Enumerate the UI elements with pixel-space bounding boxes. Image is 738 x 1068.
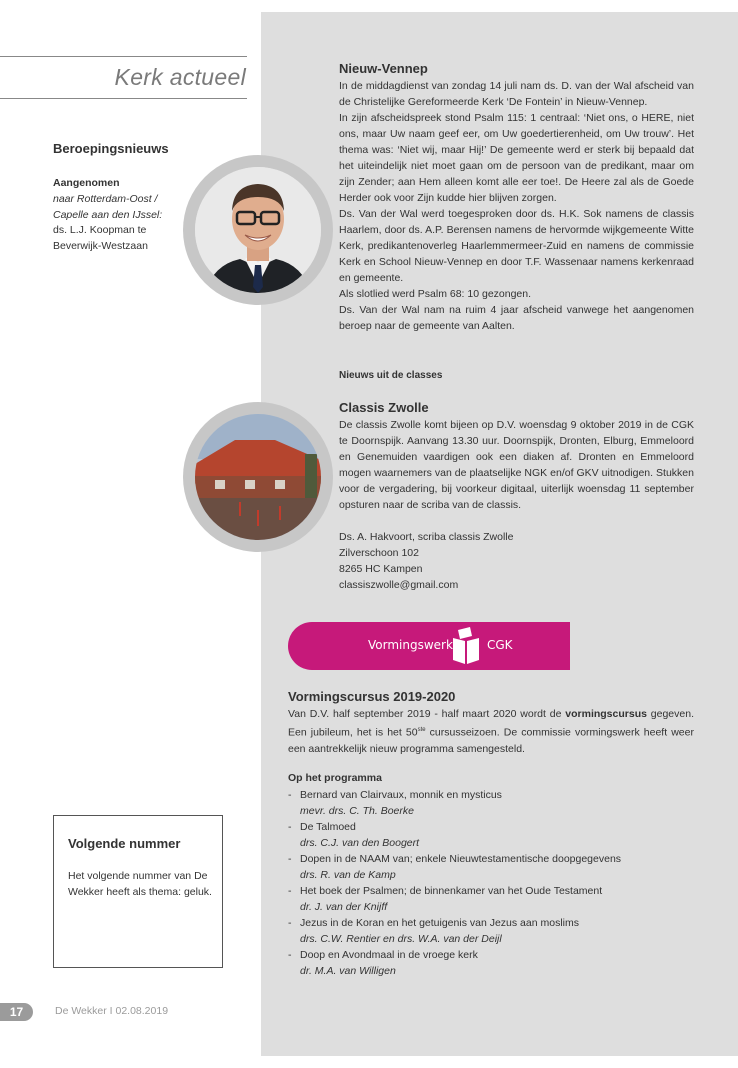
contact-name: Ds. A. Hakvoort, scriba classis Zwolle	[339, 531, 514, 543]
intro-bold: vormingscursus	[565, 708, 647, 720]
paragraph: Ds. Van der Wal werd toegesproken door ds. H.K. Sok namens de classis Haarlem, door ds. A.P. Berensen namens de hervormde wijkgemeente Witte Kerk, predikantenoverleg Haarlemmermeer-Zuid en namens de commissie Kerk en School Nieuw-Vennep en door T.F. Wassenaar namens kerkenraad en gemeente.	[339, 208, 694, 284]
page-number: 17	[0, 1003, 33, 1021]
program-heading: Op het programma	[288, 772, 382, 784]
article-title-classis-zwolle: Classis Zwolle	[339, 400, 429, 415]
program-topic: Bernard van Clairvaux, monnik en mysticus	[300, 789, 502, 801]
vormingswerk-banner	[288, 622, 570, 670]
section-title: Kerk actueel	[114, 64, 246, 90]
church-image	[195, 414, 321, 540]
call-minister: ds. L.J. Koopman te	[53, 224, 147, 237]
program-speaker: drs. C.W. Rentier en drs. W.A. van der Deijl	[300, 933, 502, 945]
call-status: Aangenomen	[53, 177, 120, 189]
vormingscursus-intro	[288, 706, 694, 757]
program-item: - Dopen in de NAAM van; enkele Nieuwtestamentische doopgegevens drs. R. van de Kamp	[288, 851, 694, 883]
book-logo-icon	[450, 626, 482, 666]
program-topic: Het boek der Psalmen; de binnenkamer van het Oude Testament	[300, 885, 603, 897]
footer-publication: De Wekker I 02.08.2019	[55, 1005, 169, 1017]
contact-email: classiszwolle@gmail.com	[339, 579, 459, 591]
program-item: - Het boek der Psalmen; de binnenkamer van het Oude Testament dr. J. van der Knijff	[288, 883, 694, 915]
program-topic: Doop en Avondmaal in de vroege kerk	[300, 949, 478, 961]
header-rule-top	[0, 56, 247, 57]
program-list	[288, 787, 694, 979]
program-speaker: dr. J. van der Knijff	[300, 901, 388, 913]
intro-text: gegeven. Een jubileum, het is het 50	[288, 708, 694, 739]
intro-text: Van D.V. half september 2019 - half maart 2020 wordt de	[288, 708, 566, 720]
banner-text-left: Vormingswerk	[368, 638, 453, 652]
contact-postcode: 8265 HC Kampen	[339, 563, 423, 575]
paragraph: In de middagdienst van zondag 14 juli nam ds. D. van der Wal afscheid van de Christelijke Gereformeerde Kerk ‘De Fontein’ in Nieuw-Vennep.	[339, 80, 694, 108]
program-item: - Jezus in de Koran en het getuigenis van Jezus aan moslims drs. C.W. Rentier en drs. W.A. van der Deijl	[288, 915, 694, 947]
program-speaker: dr. M.A. van Willigen	[300, 965, 396, 977]
header-rule-bottom	[0, 98, 247, 99]
program-item: - De Talmoed drs. C.J. van den Boogert	[288, 819, 694, 851]
program-speaker: drs. R. van de Kamp	[300, 869, 396, 881]
call-from: naar Rotterdam-Oost /	[53, 192, 158, 205]
call-news	[53, 176, 193, 255]
intro-text: cursusseizoen. De commissie vormingswerk heeft weer een aantrekkelijk nieuw programma samengesteld.	[288, 726, 694, 755]
article-title-nieuw-vennep: Nieuw-Vennep	[339, 61, 428, 76]
program-topic: Jezus in de Koran en het getuigenis van Jezus aan moslims	[300, 917, 579, 929]
program-item: - Bernard van Clairvaux, monnik en mysticus mevr. drs. C. Th. Boerke	[288, 787, 694, 819]
portrait-image	[195, 167, 321, 293]
call-from-2: Capelle aan den IJssel:	[53, 208, 163, 221]
program-topic: Dopen in de NAAM van; enkele Nieuwtestamentische doopgegevens	[300, 853, 622, 865]
church-photo	[183, 402, 333, 552]
program-speaker: mevr. drs. C. Th. Boerke	[300, 805, 414, 817]
next-issue-box	[53, 815, 223, 968]
program-item: - Doop en Avondmaal in de vroege kerk dr. M.A. van Willigen	[288, 947, 694, 979]
next-issue-heading: Volgende nummer	[68, 836, 181, 851]
call-minister-place: Beverwijk-Westzaan	[53, 240, 148, 253]
intro-superscript: ste	[417, 727, 426, 733]
article-body-classis-zwolle: De classis Zwolle komt bijeen op D.V. woensdag 9 oktober 2019 in de CGK te Doornspijk. Aanvang 13.30 uur. Doornspijk, Dronten, Elburg, Emmeloord en Genemuiden vaardigen ook een diaken af. Dronten en Emmeloord mogen waarnemers van de plaatselijke NGK en/of GKV uitnodigen. Stukken voor de vergadering, bij voorkeur digitaal, uiterlijk woensdag 11 september opsturen naar de scriba van de classis.	[339, 419, 694, 511]
sidebar-heading: Beroepingsnieuws	[53, 141, 169, 156]
contact-block	[339, 529, 694, 593]
program-speaker: drs. C.J. van den Boogert	[300, 837, 420, 849]
program-topic: De Talmoed	[300, 821, 356, 833]
paragraph: Ds. Van der Wal nam na ruim 4 jaar afscheid vanwege het aangenomen beroep naar de gemeente van Aalten.	[339, 304, 694, 332]
next-issue-text: Het volgende nummer van De Wekker heeft als thema: geluk.	[68, 870, 212, 898]
paragraph: In zijn afscheidspreek stond Psalm 115: 1 centraal: ‘Niet ons, o HERE, niet ons, maar Uw naam geef eer, om Uw goedertierenheid, om Uw trouw’. Het thema was: ‘Niet wij, maar Hij!’ De gemeente werd er sterk bij bepaald dat het uiteindelijk niet moet gaan om de persoon van de predikant, maar om zijn Zender; aan Hem alleen komt alle eer toe!. De Heere zal als de Goede Herder ook voor Zijn kudde hier blijven zorgen.	[339, 112, 694, 204]
portrait-photo	[183, 155, 333, 305]
article-body-nieuw-vennep	[339, 78, 694, 334]
paragraph: Als slotlied werd Psalm 68: 10 gezongen.	[339, 288, 532, 300]
classes-section-label: Nieuws uit de classes	[339, 370, 443, 381]
banner-text-right: CGK	[487, 638, 513, 652]
contact-street: Zilverschoon 102	[339, 547, 419, 559]
article-title-vormingscursus: Vormingscursus 2019-2020	[288, 689, 456, 704]
